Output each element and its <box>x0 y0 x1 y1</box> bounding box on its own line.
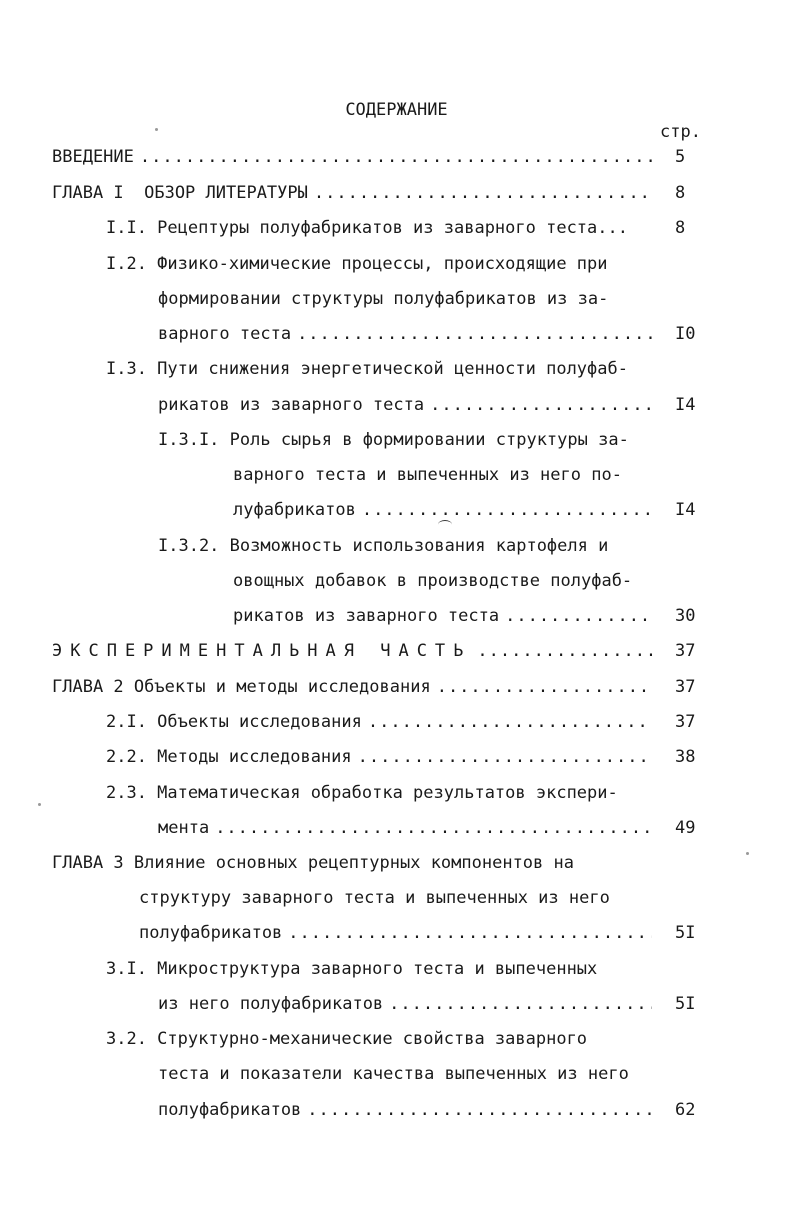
toc-entry-chapter-3-last: полуфабрикатов ..... <box>139 922 652 944</box>
toc-page-number: 30 <box>675 606 696 626</box>
toc-entry-text: ГЛАВА 2 Объекты и методы исследования <box>52 677 431 697</box>
paper-speck <box>38 803 41 806</box>
toc-entry-chapter-1[interactable] <box>52 182 652 204</box>
page-title: СОДЕРЖАНИЕ <box>345 100 448 120</box>
toc-page-number: 37 <box>675 712 696 732</box>
toc-page-number: 8 <box>675 218 686 238</box>
toc-entry-1-3-last: рикатов из заварного теста ..... <box>158 394 652 416</box>
toc-page-number: 37 <box>675 641 696 661</box>
toc-entry-experimental-part[interactable] <box>52 640 652 662</box>
toc-entry-3-2[interactable]: 3.2. Структурно-механические свойства заварного <box>106 1029 588 1049</box>
toc-entry-chapter-3-cont: структуру заварного теста и выпеченных из него <box>139 888 610 908</box>
toc-entry-1-2[interactable]: I.2. Физико-химические процессы, происходящие при <box>106 254 608 274</box>
toc-entry-2-3[interactable]: 2.3. Математическая обработка результатов экспери- <box>106 783 618 803</box>
paper-speck <box>746 852 749 855</box>
toc-page-number: 62 <box>675 1100 696 1120</box>
toc-page-number: 38 <box>675 747 696 767</box>
toc-entry-text: ГЛАВА I ОБЗОР ЛИТЕРАТУРЫ <box>52 183 308 203</box>
toc-entry-2-1[interactable] <box>106 711 652 733</box>
toc-entry-2-3-last: мента ..... <box>158 817 652 839</box>
toc-page-number: 8 <box>675 183 686 203</box>
toc-page-number: 5 <box>675 147 686 167</box>
toc-entry-1-1[interactable]: I.I. Рецептуры полуфабрикатов из заварного теста... <box>106 218 628 238</box>
toc-entry-3-1[interactable]: 3.I. Микроструктура заварного теста и выпеченных <box>106 959 598 979</box>
toc-entry-chapter-2[interactable] <box>52 676 652 698</box>
toc-entry-3-2-cont: теста и показатели качества выпеченных из него <box>158 1064 629 1084</box>
toc-page-number: I4 <box>675 395 696 415</box>
toc-entry-1-3-1[interactable]: I.3.I. Роль сырья в формировании структуры за- <box>158 430 629 450</box>
toc-entry-3-2-last: полуфабрикатов ..... <box>158 1099 652 1121</box>
handwritten-mark <box>438 520 452 529</box>
toc-entry-text: 2.I. Объекты исследования <box>106 712 362 732</box>
toc-page-number: I0 <box>675 324 696 344</box>
toc-entry-text: ВВЕДЕНИЕ <box>52 147 134 167</box>
page-column-header: стр. <box>660 122 701 142</box>
toc-entry-chapter-3[interactable]: ГЛАВА 3 Влияние основных рецептурных компонентов на <box>52 853 574 873</box>
toc-entry-1-3-1-last: луфабрикатов ..... <box>233 499 652 521</box>
toc-entry-2-2[interactable] <box>106 746 652 768</box>
toc-entry-3-1-last: из него полуфабрикатов ..... <box>158 993 652 1015</box>
toc-entry-1-2-cont: формировании структуры полуфабрикатов из за- <box>158 289 609 309</box>
toc-entry-introduction[interactable] <box>52 146 652 168</box>
toc-page-number: 37 <box>675 677 696 697</box>
toc-entry-1-3-1-cont: варного теста и выпеченных из него по- <box>233 465 622 485</box>
toc-entry-text: 2.2. Методы исследования <box>106 747 352 767</box>
toc-entry-1-2-last: варного теста ..... <box>158 323 652 345</box>
toc-page-number: 5I <box>675 923 696 943</box>
toc-entry-1-3-2-last: рикатов из заварного теста ..... <box>233 605 652 627</box>
toc-entry-1-3[interactable]: I.3. Пути снижения энергетической ценности полуфаб- <box>106 359 628 379</box>
toc-page-number: 49 <box>675 818 696 838</box>
toc-page-number: 5I <box>675 994 696 1014</box>
toc-page-number: I4 <box>675 500 696 520</box>
paper-speck <box>155 128 158 131</box>
toc-entry-1-3-2[interactable]: I.3.2. Возможность использования картофеля и <box>158 536 609 556</box>
toc-entry-text: ЭКСПЕРИМЕНТАЛЬНАЯ ЧАСТЬ <box>52 641 472 661</box>
toc-entry-1-3-2-cont: овощных добавок в производстве полуфаб- <box>233 571 633 591</box>
